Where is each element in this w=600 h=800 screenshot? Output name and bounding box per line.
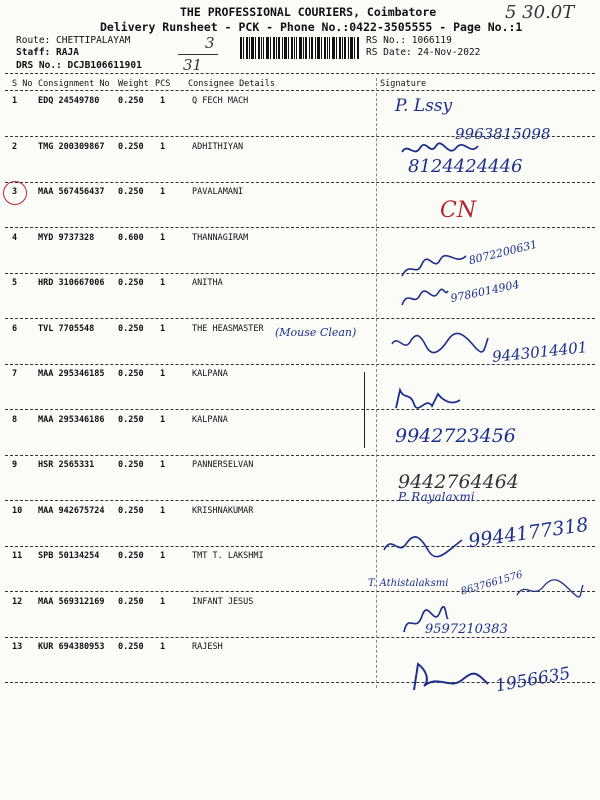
row-consignment-no: MAA 295346186 <box>38 414 105 425</box>
company-title: THE PROFESSIONAL COURIERS, Coimbatore <box>180 5 437 19</box>
row-pcs: 1 <box>160 323 166 334</box>
row-consignee: ADHITHIYAN <box>192 141 244 152</box>
rs-date: RS Date: 24-Nov-2022 <box>366 47 481 58</box>
row-consignee: TMT T. LAKSHMI <box>192 551 264 561</box>
row-consignee: PAVALAMANI <box>192 187 244 197</box>
row-pcs: 1 <box>160 187 166 197</box>
row-consignment-no: MAA 295346185 <box>38 369 105 379</box>
row-sno: 12 <box>12 596 23 607</box>
col-signature: Signature <box>380 79 427 89</box>
hand-r1-name: P. Lssy <box>395 96 453 116</box>
row7-8-bracket <box>364 372 375 448</box>
row-weight: 0.250 <box>118 642 144 652</box>
row-consignment-no: KUR 694380953 <box>38 642 105 652</box>
hand-r6-note: (Mouse Clean) <box>275 326 357 339</box>
signature-column-line <box>376 78 377 688</box>
row-consignment-no: MYD 9737328 <box>38 232 95 243</box>
hand-r4-signature <box>400 252 470 282</box>
col-pcs: PCS <box>155 79 171 89</box>
row-sno: 1 <box>12 96 18 106</box>
rs-number: RS No.: 1066119 <box>366 35 452 46</box>
row-consignee: KRISHNAKUMAR <box>192 505 254 516</box>
row-weight: 0.250 <box>118 323 144 334</box>
row-sno: 4 <box>12 232 18 243</box>
hand-r4-phone: 8072200631 <box>467 237 539 268</box>
row-pcs: 1 <box>160 414 166 425</box>
row-pcs: 1 <box>160 642 166 652</box>
row-consignee: Q FECH MACH <box>192 96 249 106</box>
row-consignee: ANITHA <box>192 278 223 288</box>
row-weight: 0.250 <box>118 96 144 106</box>
hand-r7-signature <box>392 386 462 412</box>
hand-r10-phone: 9944177318 <box>467 513 590 553</box>
drs-number: DRS No.: DCJB106611901 <box>16 60 142 71</box>
staff-label: Staff: RAJA <box>16 47 79 58</box>
row-sno: 9 <box>12 460 18 470</box>
hand-r9-phone: 9442764464 <box>398 471 519 493</box>
corner-handwritten-note: 5 30.0T <box>505 2 575 23</box>
row-sno: 7 <box>12 369 18 379</box>
row-consignment-no: TVL 7705548 <box>38 323 95 334</box>
hand-r5-signature <box>400 285 450 309</box>
barcode-image <box>240 37 360 59</box>
row-consignee: KALPANA <box>192 414 228 425</box>
hand-r2-phone: 8124424446 <box>408 156 523 177</box>
row-divider <box>5 318 595 319</box>
row-consignee: INFANT JESUS <box>192 596 254 607</box>
col-weight: Weight <box>118 79 149 89</box>
hand-count-top: 3 <box>205 34 215 52</box>
row-pcs: 1 <box>160 596 166 607</box>
col-sno: S No <box>12 79 33 89</box>
row-consignee: THANNAGIRAM <box>192 232 249 243</box>
hand-r8-phone: 9942723456 <box>395 425 516 447</box>
row-weight: 0.250 <box>118 596 144 607</box>
row-divider <box>5 455 595 456</box>
header-divider-top <box>5 73 595 74</box>
row-sno: 6 <box>12 323 18 334</box>
row-weight: 0.250 <box>118 369 144 379</box>
row-weight: 0.250 <box>118 505 144 516</box>
route-label: Route: CHETTIPALAYAM <box>16 35 131 46</box>
row-divider <box>5 182 595 183</box>
row-sno: 8 <box>12 414 18 425</box>
hand-r12-phone: 9597210383 <box>425 622 508 637</box>
header-divider-bottom <box>5 90 595 91</box>
hand-r5-phone: 9786014904 <box>449 277 521 306</box>
row-divider <box>5 273 595 274</box>
row-pcs: 1 <box>160 369 166 379</box>
row-consignee: RAJESH <box>192 642 223 652</box>
row-consignee: THE HEASMASTER <box>192 323 264 334</box>
row-weight: 0.250 <box>118 278 144 288</box>
row-consignment-no: MAA 567456437 <box>38 187 105 197</box>
row-divider <box>5 500 595 501</box>
hand-r3-note: CN <box>440 198 477 223</box>
row-weight: 0.250 <box>118 551 144 561</box>
circled-row-mark <box>3 181 27 205</box>
row-sno: 5 <box>12 278 18 288</box>
row-divider <box>5 591 595 592</box>
row-consignment-no: HSR 2565331 <box>38 460 95 470</box>
row-consignment-no: MAA 942675724 <box>38 505 105 516</box>
row-weight: 0.600 <box>118 232 144 243</box>
hand-r6-phone: 9443014401 <box>491 338 589 366</box>
row-sno: 2 <box>12 141 18 152</box>
row-sno: 13 <box>12 642 23 652</box>
row-consignee: PANNERSELVAN <box>192 460 254 470</box>
row-pcs: 1 <box>160 232 166 243</box>
row-weight: 0.250 <box>118 141 144 152</box>
hand-r11-name: T. Athistalaksmi <box>368 578 449 589</box>
row-consignee: KALPANA <box>192 369 228 379</box>
row-consignment-no: EDQ 24549780 <box>38 96 100 106</box>
hand-r11-extra-signature <box>515 575 585 603</box>
hand-r6-tamil <box>390 330 490 356</box>
hand-r10-signature <box>382 530 464 560</box>
row-pcs: 1 <box>160 551 166 561</box>
row-pcs: 1 <box>160 141 166 152</box>
row-sno: 11 <box>12 551 23 561</box>
row-divider <box>5 227 595 228</box>
hand-r9-name: P. Rayalaxmi <box>398 490 475 504</box>
row-pcs: 1 <box>160 278 166 288</box>
hand-r11-phone: 8637661576 <box>459 569 524 598</box>
col-consignment: Consignment No <box>38 79 110 89</box>
row-sno: 10 <box>12 505 23 516</box>
row-pcs: 1 <box>160 460 166 470</box>
hand-r13-phone: 1956635 <box>493 663 572 697</box>
row-weight: 0.250 <box>118 460 144 470</box>
row-pcs: 1 <box>160 505 166 516</box>
hand-r13-signature <box>410 660 490 696</box>
row-consignment-no: HRD 310667006 <box>38 278 105 288</box>
row-pcs: 1 <box>160 96 166 106</box>
row-consignment-no: TMG 200309867 <box>38 141 105 152</box>
hand-count-bottom: 31 <box>183 56 203 74</box>
hand-r1-phone: 9963815098 <box>455 125 551 143</box>
row-divider <box>5 409 595 410</box>
row-sno: 3 <box>12 187 18 197</box>
runsheet-title: Delivery Runsheet - PCK - Phone No.:0422-3505555 - Page No.:1 <box>100 20 523 34</box>
row-consignment-no: MAA 569312169 <box>38 596 105 607</box>
row-consignment-no: SPB 50134254 <box>38 551 100 561</box>
row-weight: 0.250 <box>118 187 144 197</box>
fraction-line <box>178 54 218 55</box>
row-weight: 0.250 <box>118 414 144 425</box>
col-consignee: Consignee Details <box>188 79 275 89</box>
